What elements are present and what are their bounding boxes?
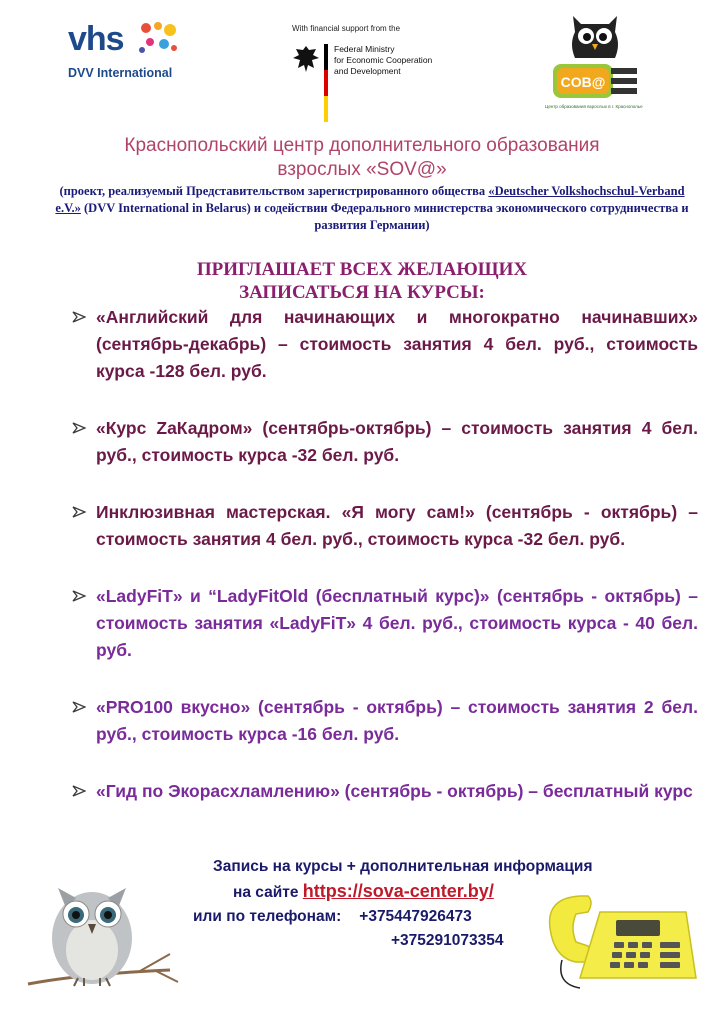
course-text: «Английский для начинающих и многократно начинавших» (сентябрь-декабрь) – стоимость занятия 4 бел. руб., стоимость курса -128 бел. руб.: [96, 307, 698, 381]
course-text: «Курс ZaКадром» (сентябрь-октябрь) – стоимость занятия 4 бел. руб., стоимость курса -32 бел. руб.: [96, 418, 698, 465]
subtitle-part-2: (DVV International in Belarus) и содействии Федерального министерства экономического сотрудничества и развития Германии): [80, 201, 689, 232]
title-line-2: взрослых «SOV@»: [277, 159, 447, 180]
website-link[interactable]: https://sova-center.by/: [302, 881, 494, 901]
ministry-logo: [278, 18, 478, 108]
arrow-bullet-icon: [72, 785, 86, 797]
ministry-name: [334, 44, 432, 77]
course-item: [72, 583, 698, 664]
invite-heading: [0, 258, 724, 304]
owl-illustration: [20, 858, 190, 1008]
vhs-wordmark: vhs: [68, 20, 124, 58]
title-line-1: Краснопольский центр дополнительного образования: [124, 135, 600, 156]
course-text: Инклюзивная мастерская. «Я могу сам!» (сентябрь - октябрь) – стоимость занятия 4 бел. руб., стоимость курса -32 бел. руб.: [96, 502, 698, 549]
website-prefix: на сайте: [233, 884, 303, 901]
dvv-caption: DVV International: [68, 66, 173, 80]
course-item: [72, 694, 698, 748]
phone-prefix: или по телефонам:: [193, 908, 342, 925]
course-item: [72, 304, 698, 385]
invite-line-2: ЗАПИСАТЬСЯ НА КУРСЫ:: [239, 282, 485, 303]
course-item: [72, 778, 698, 805]
sova-tagline: Центр образования взрослых в г. Краснополье: [545, 104, 643, 109]
german-flag-bar: [324, 44, 328, 122]
arrow-bullet-icon: [72, 701, 86, 713]
page-title: [0, 134, 724, 182]
course-text: «LadyFiT» и “LadyFitOld (бесплатный курс)» (сентябрь - октябрь) – стоимость занятия «LadyFiT» 4 бел. руб., стоимость курса - 40 бел. руб.: [96, 586, 698, 660]
ministry-line-3: and Development: [334, 66, 401, 76]
sova-wordmark: COB@: [560, 74, 606, 90]
project-description: [52, 183, 692, 234]
contact-heading: Запись на курсы + дополнительная информация: [213, 858, 593, 875]
eagle-icon: [292, 44, 320, 74]
support-text: With financial support from the: [292, 24, 401, 33]
arrow-bullet-icon: [72, 590, 86, 602]
course-text: «Гид по Экорасхламлению» (сентябрь - октябрь) – бесплатный курс: [96, 781, 693, 801]
sova-logo: [545, 8, 645, 116]
course-item: [72, 415, 698, 469]
telephone-icon: [536, 888, 706, 998]
website-row: [233, 879, 494, 905]
phone-2[interactable]: +375291073354: [391, 932, 504, 949]
phone-row: [193, 905, 472, 929]
arrow-bullet-icon: [72, 506, 86, 518]
dvv-link[interactable]: «Deutscher Volkshochschul-Verband e.V.»: [55, 184, 685, 215]
vhs-dots-icon: [136, 20, 184, 60]
owl-book-logo-icon: [545, 8, 645, 104]
phone-1[interactable]: +375447926473: [359, 908, 472, 925]
subtitle-part-1: (проект, реализуемый Представительством зарегистрированного общества: [59, 184, 489, 198]
vhs-dvv-logo: [62, 18, 202, 88]
arrow-bullet-icon: [72, 311, 86, 323]
arrow-bullet-icon: [72, 422, 86, 434]
invite-line-1: ПРИГЛАШАЕТ ВСЕХ ЖЕЛАЮЩИХ: [196, 259, 528, 280]
course-item: [72, 499, 698, 553]
ministry-line-2: for Economic Cooperation: [334, 55, 433, 65]
course-list: [72, 304, 698, 805]
ministry-line-1: Federal Ministry: [334, 44, 395, 54]
course-text: «PRO100 вкусно» (сентябрь - октябрь) – стоимость занятия 2 бел. руб., стоимость курса -16 бел. руб.: [96, 697, 698, 744]
